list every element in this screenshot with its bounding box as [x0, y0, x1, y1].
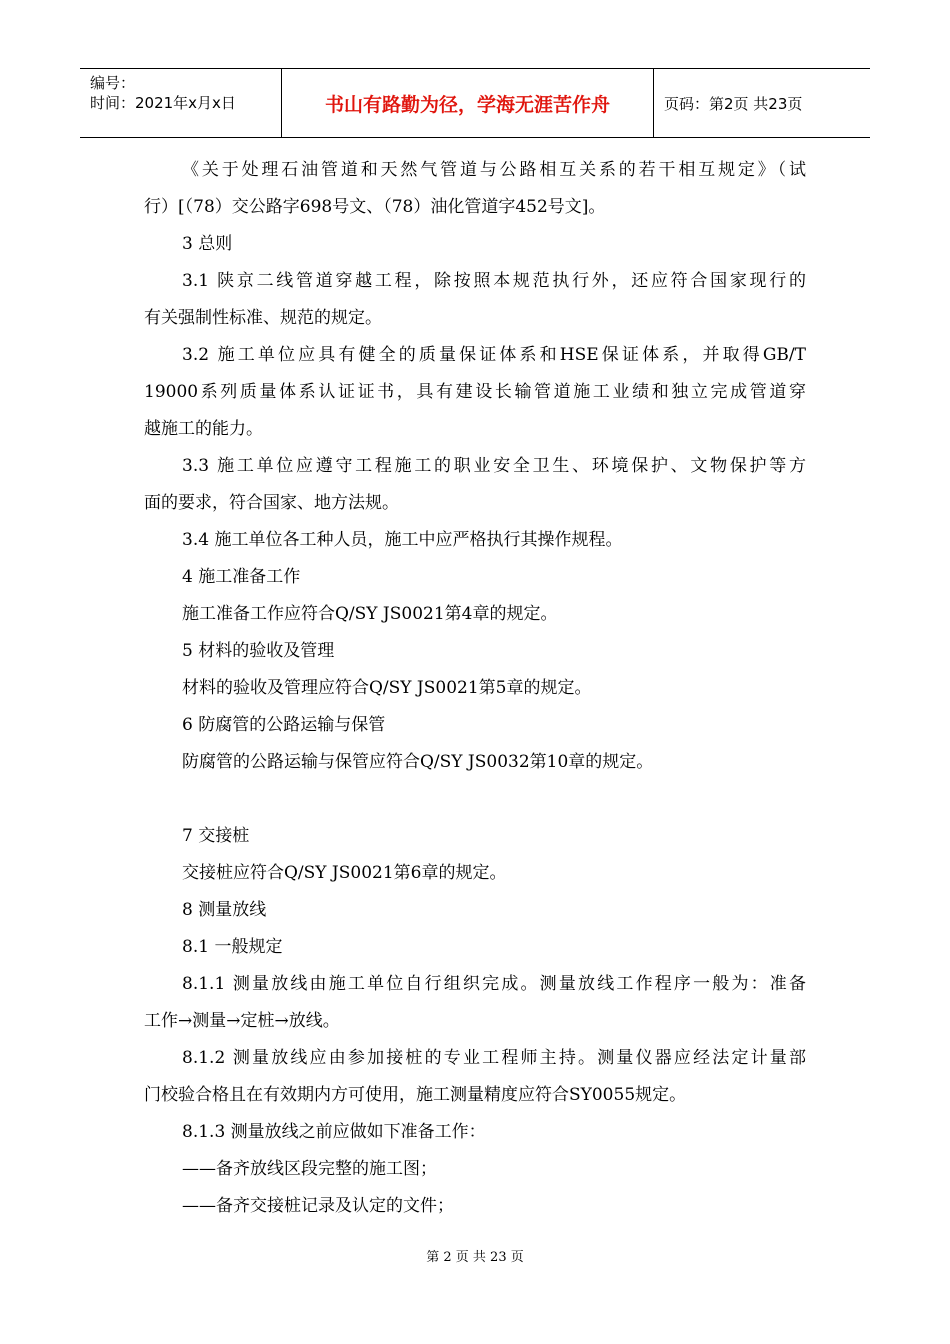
section-heading: 8.1 一般规定: [182, 937, 283, 957]
body-line: 面的要求，符合国家、地方法规。: [144, 493, 399, 513]
body-line: 施工准备工作应符合Q/SY JS0021第4章的规定。: [182, 604, 558, 624]
body-line: 3.1 陕京二线管道穿越工程，除按照本规范执行外，还应符合国家现行的: [182, 271, 806, 291]
body-line: 8.1.3 测量放线之前应做如下准备工作：: [182, 1122, 486, 1142]
document-body: [144, 152, 806, 1225]
doc-number-label: 编号：: [90, 74, 136, 92]
doc-time-label: 时间：2021年x月x日: [90, 94, 236, 112]
section-heading: 5 材料的验收及管理: [182, 641, 335, 661]
body-line: 材料的验收及管理应符合Q/SY JS0021第5章的规定。: [182, 678, 592, 698]
blank-gap: [144, 781, 806, 818]
header-page-info: 页码：第2页 共23页: [664, 94, 803, 113]
header-meta: [80, 69, 282, 137]
body-line: 门校验合格且在有效期内方可使用，施工测量精度应符合SY0055规定。: [144, 1085, 687, 1105]
body-line: 3.2 施工单位应具有健全的质量保证体系和HSE保证体系，并取得GB/T: [182, 345, 806, 365]
list-item: ——备齐放线区段完整的施工图；: [182, 1159, 437, 1179]
body-line: 防腐管的公路运输与保管应符合Q/SY JS0032第10章的规定。: [182, 752, 654, 772]
section-heading: 6 防腐管的公路运输与保管: [182, 715, 386, 735]
section-heading: 8 测量放线: [182, 900, 267, 920]
body-line: 《关于处理石油管道和天然气管道与公路相互关系的若干相互规定》（试: [182, 160, 806, 180]
section-heading: 4 施工准备工作: [182, 567, 301, 587]
body-line: 3.3 施工单位应遵守工程施工的职业安全卫生、环境保护、文物保护等方: [182, 456, 806, 476]
header-motto: 书山有路勤为径，学海无涯苦作舟: [282, 69, 654, 137]
section-heading: 7 交接桩: [182, 826, 250, 846]
body-line: 19000系列质量体系认证证书，具有建设长输管道施工业绩和独立完成管道穿: [144, 382, 806, 402]
body-line: 工作→测量→定桩→放线。: [144, 1011, 340, 1031]
body-line: 8.1.1 测量放线由施工单位自行组织完成。测量放线工作程序一般为：准备: [182, 974, 806, 994]
body-line: 越施工的能力。: [144, 419, 263, 439]
page-header: [80, 68, 870, 138]
body-line: 行）[（78）交公路字698号文、（78）油化管道字452号文]。: [144, 197, 606, 217]
page-footer: 第 2 页 共 23 页: [426, 1250, 524, 1265]
body-line: 交接桩应符合Q/SY JS0021第6章的规定。: [182, 863, 507, 883]
body-line: 3.4 施工单位各工种人员，施工中应严格执行其操作规程。: [182, 530, 623, 550]
body-line: 有关强制性标准、规范的规定。: [144, 308, 382, 328]
list-item: ——备齐交接桩记录及认定的文件；: [182, 1196, 454, 1216]
section-heading: 3 总则: [182, 234, 233, 254]
body-line: 8.1.2 测量放线应由参加接桩的专业工程师主持。测量仪器应经法定计量部: [182, 1048, 806, 1068]
